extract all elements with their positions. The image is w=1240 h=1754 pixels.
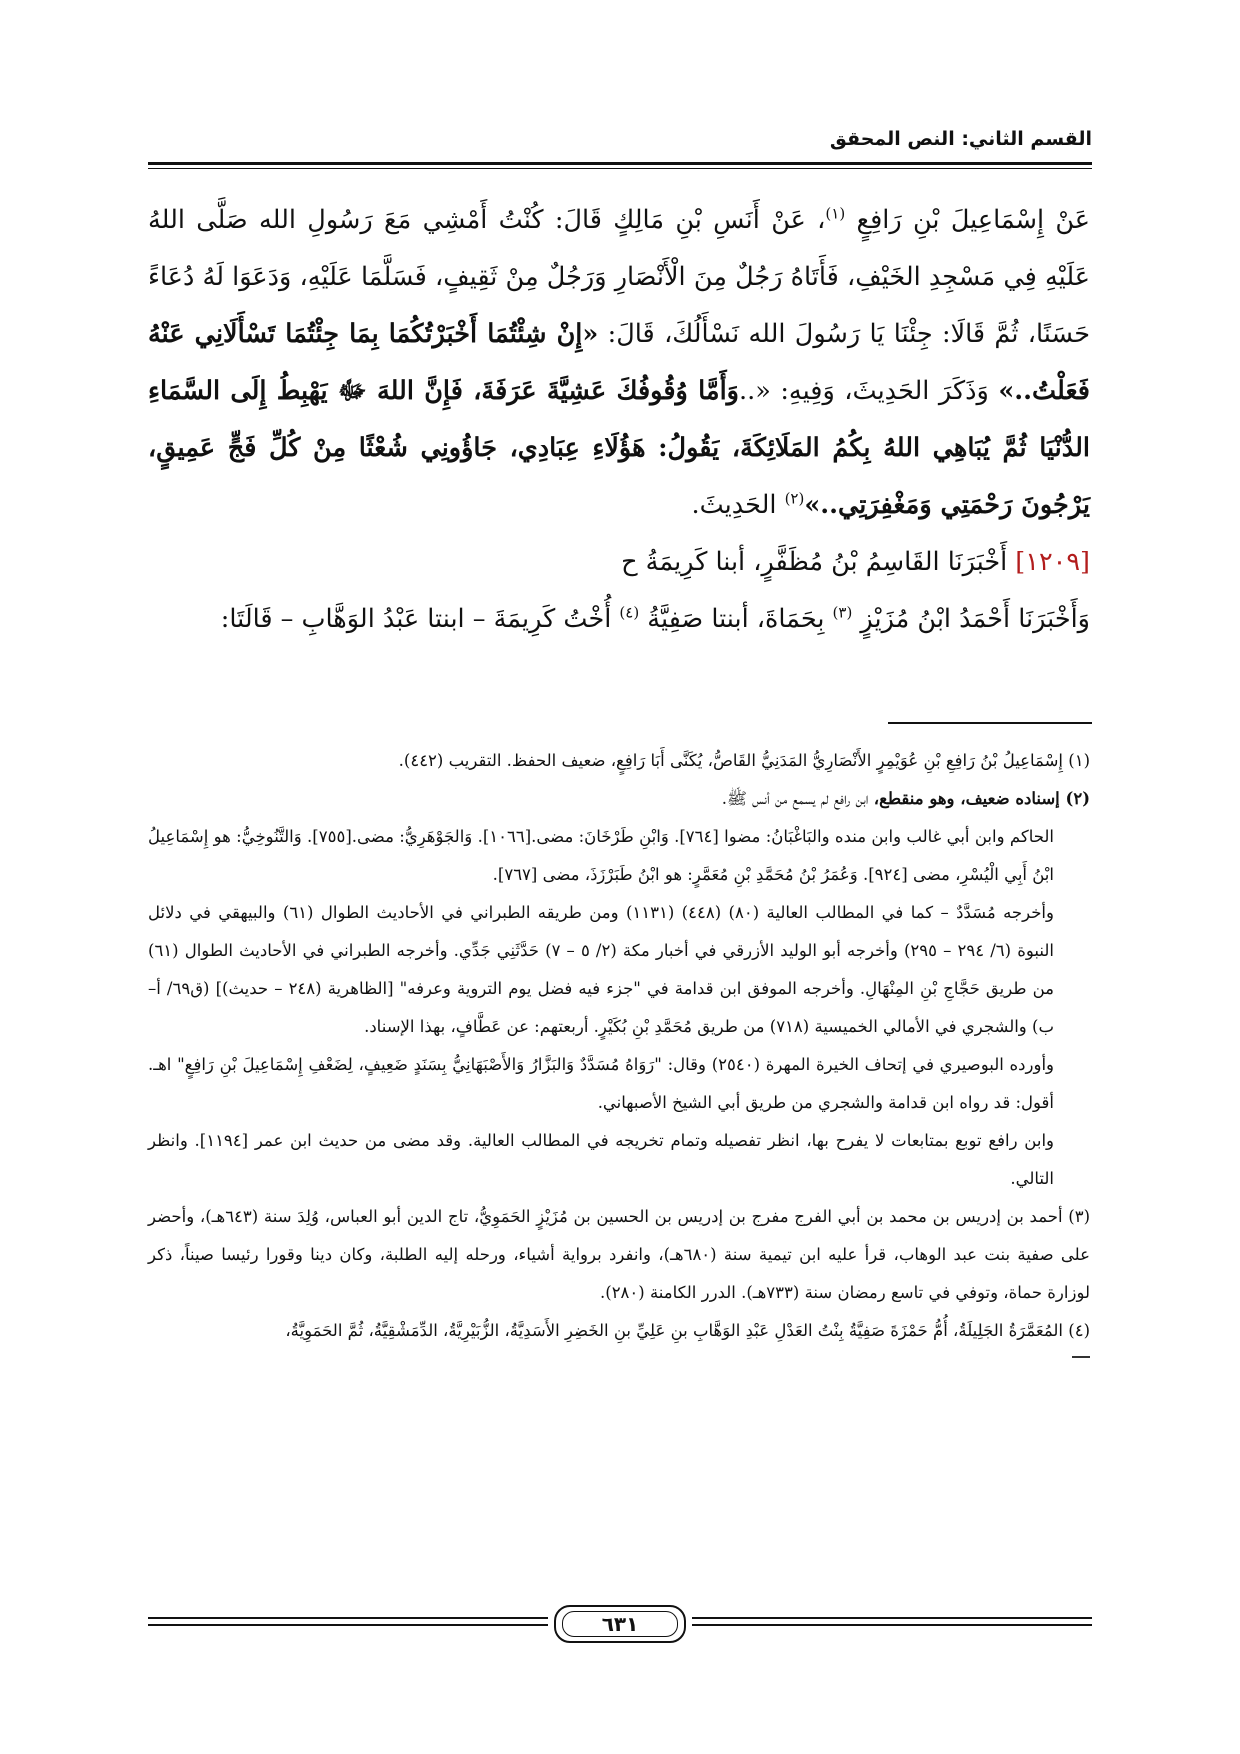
page-footer (148, 1605, 1092, 1645)
footer-rule-right (692, 1617, 1092, 1619)
text-segment: ، عَنْ أَنَسِ بْنِ مَالِكٍ قَالَ: كُنْتُ أَمْشِي مَعَ رَسُولِ الله صَلَّى اللهُ عَلَيْهِ فِي مَسْجِدِ الخَيْفِ، فَأَتَاهُ رَجُلٌ مِنَ الْأَنْصَارِ وَرَجُلٌ مِنْ ثَقِيفٍ، فَسَلَّمَا عَلَيْهِ، وَدَعَوَا لَهُ دُعَاءً حَسَنًا، ثُمَّ قَالَا: جِئْنَا يَا رَسُولَ الله نَسْأَلُكَ، قَالَ: (148, 205, 1091, 349)
page-number-badge (554, 1605, 686, 1643)
footnote-separator (888, 722, 1092, 724)
text-segment: بِحَمَاةَ، أبنتا صَفِيَّةُ (639, 604, 833, 634)
footnote-4: (٤) المُعَمَّرَةُ الجَلِيلَةُ، أُمُّ حَمْزَةَ صَفِيَّةُ بِنْتُ العَدْلِ عَبْدِ الوَهَّابِ بنِ عَلِيِّ بنِ الخَضِرِ الأَسَدِيَّةُ، الزُّبَيْرِيَّةُ، الدِّمَشْقِيَّةُ، ثُمَّ الحَمَوِيَّةُ، (285, 1321, 1090, 1340)
text-segment: أَخْبَرَنَا القَاسِمُ بْنُ مُظَفَّرٍ، أبنا كَرِيمَةُ ح (621, 547, 1016, 577)
hadith-paragraph (148, 192, 1090, 534)
isnad-line-1 (148, 534, 1090, 591)
footnote-ref-4[interactable]: (٤) (619, 603, 640, 622)
page-header-title: القسم الثاني: النص المحقق (829, 128, 1092, 150)
footnote-1: (١) إِسْمَاعِيلُ بْنُ رَافِعِ بْنِ عُوَيْمِرٍ الأَنْصَارِيُّ المَدَنِيُّ القَاصُّ، يُكَنَّى أَبَا رَافِعٍ، ضعيف الحفظ. التقريب (٤٤٢). (398, 751, 1090, 770)
footnote-2-verdict: (٢) إسناده ضعيف، وهو منقطع، (873, 789, 1090, 808)
footnotes (148, 742, 1090, 1358)
footer-rule-right-2 (692, 1624, 1092, 1626)
continuation-marker (1072, 1356, 1090, 1358)
footnote-ref-3[interactable]: (٣) (832, 603, 853, 622)
footnote-ref-2[interactable]: (٢) (784, 489, 805, 508)
isnad-line-2 (148, 591, 1090, 648)
hadith-number: [١٢٠٩] (1015, 547, 1090, 577)
footnote-2-busiri: وأورده البوصيري في إتحاف الخيرة المهرة (٢٥٤٠) وقال: "رَوَاهُ مُسَدَّدٌ وَالبَزَّارُ وَالأَصْبَهَانِيُّ بِسَنَدٍ ضَعِيفٍ، لِضَعْفِ إِسْمَاعِيلَ بْنِ رَافِعٍ" اهـ. أقول: قد رواه ابن قدامة والشجري من طريق أبي الشيخ الأصبهاني. (148, 1055, 1055, 1112)
page-number: ٦٣١ (601, 1612, 639, 1636)
footnote-2 (148, 780, 1090, 818)
footnote-2-followups: وابن رافع توبع بمتابعات لا يفرح بها، انظر تفصيله وتمام تخريجه في المطالب العالية. وقد مضى من حديث ابن عمر [١١٩٤]. وانظر التالي. (148, 1131, 1054, 1188)
header-divider (148, 162, 1092, 169)
text-segment: أُخْتُ كَرِيمَةَ – ابنتا عَبْدُ الوَهَّابِ – قَالَتَا: (220, 604, 620, 634)
prophetic-saying-2: وَأَمَّا وُقُوفُكَ عَشِيَّةَ عَرَفَةَ، فَإِنَّ اللهَ ﷻ يَهْبِطُ إِلَى السَّمَاءِ الدُّنْيَا ثُمَّ يُبَاهِي اللهُ بِكُمُ المَلَائِكَةَ، يَقُولُ: هَؤُلَاءِ عِبَادِي، جَاؤُونِي شُعْثًا مِنْ كُلِّ فَجٍّ عَمِيقٍ، يَرْجُونَ رَحْمَتِي وَمَغْفِرَتِي..» (148, 376, 1090, 520)
main-text (148, 192, 1090, 648)
text-segment: الحَدِيثَ. (691, 490, 785, 520)
footer-rule-left-2 (148, 1624, 548, 1626)
footnote-2-takhrij: وأخرجه مُسَدَّدٌ – كما في المطالب العالية (٨٠) (٤٤٨) (١١٣١) ومن طريقه الطبراني في الأحاديث الطوال (٦١) والبيهقي في دلائل النبوة (٦/ ٢٩٤ – ٢٩٥) وأخرجه أبو الوليد الأزرقي في أخبار مكة (٢/ ٥ – ٧) حَدَّثَنِي جَدِّي. وأخرجه الطبراني في الأحاديث الطوال (٦١) من طريق حَجَّاجِ بْنِ المِنْهَالِ. وأخرجه الموفق ابن قدامة في "جزء فيه فضل يوم التروية وعرفه" [الظاهرية (٢٤٨ – حديث)] (ق٦٩/ أ–ب) والشجري في الأمالي الخميسية (٧١٨) من طريق مُحَمَّدِ بْنِ بُكَيْرٍ. أربعتهم: عن عَطَّافٍ، بهذا الإسناد. (148, 903, 1054, 1036)
footnote-2-narrators: الحاكم وابن أبي غالب وابن منده والبَاغْبَانُ: مضوا [٧٦٤]. وَابْنِ طَرْخَانَ: مضى.[١٠٦٦]. وَالجَوْهَرِيُّ: مضى.[٧٥٥]. وَالتَّنُوخِيُّ: هو إِسْمَاعِيلُ ابْنُ أَبِي الْيُسْرِ، مضى [٩٢٤]. وَعُمَرُ بْنُ مُحَمَّدِ بْنِ مُعَمَّرٍ: هو ابْنُ طَبَرْزَذَ، مضى [٧٦٧]. (148, 827, 1054, 884)
footer-rule-left (148, 1617, 548, 1619)
footnote-2-text: ابن رافع لم يسمع من أنس ﷺ. (721, 789, 874, 808)
prophetic-saying-1: «إِنْ شِئْتُمَا أَخْبَرْتُكُمَا بِمَا جِئْتُمَا تَسْأَلَانِي عَنْهُ فَعَلْتُ..» (148, 319, 1090, 406)
text-segment: وَأَخْبَرَنَا أَحْمَدُ ابْنُ مُزَيْزٍ (852, 604, 1090, 634)
text-segment: وَذَكَرَ الحَدِيثَ، وَفِيهِ: «.. (738, 376, 999, 406)
footnote-3: (٣) أحمد بن إدريس بن محمد بن أبي الفرج مفرج بن إدريس بن الحسين بن مُزَيْزٍ الحَمَوِيُّ، تاج الدين أبو العباس، وُلِدَ سنة (٦٤٣هـ)، وأحضر على صفية بنت عبد الوهاب، قرأ عليه ابن تيمية سنة (٦٨٠هـ)، وانفرد برواية أشياء، ورحله إليه الطلبة، وكان دينا وقورا رئيسا صيناً، ذكر لوزارة حماة، وتوفي في تاسع رمضان سنة (٧٣٣هـ). الدرر الكامنة (٢٨٠). (148, 1207, 1090, 1302)
text-segment: عَنْ إِسْمَاعِيلَ بْنِ رَافِعٍ (845, 205, 1091, 235)
footnote-ref-1[interactable]: (١) (825, 204, 846, 223)
